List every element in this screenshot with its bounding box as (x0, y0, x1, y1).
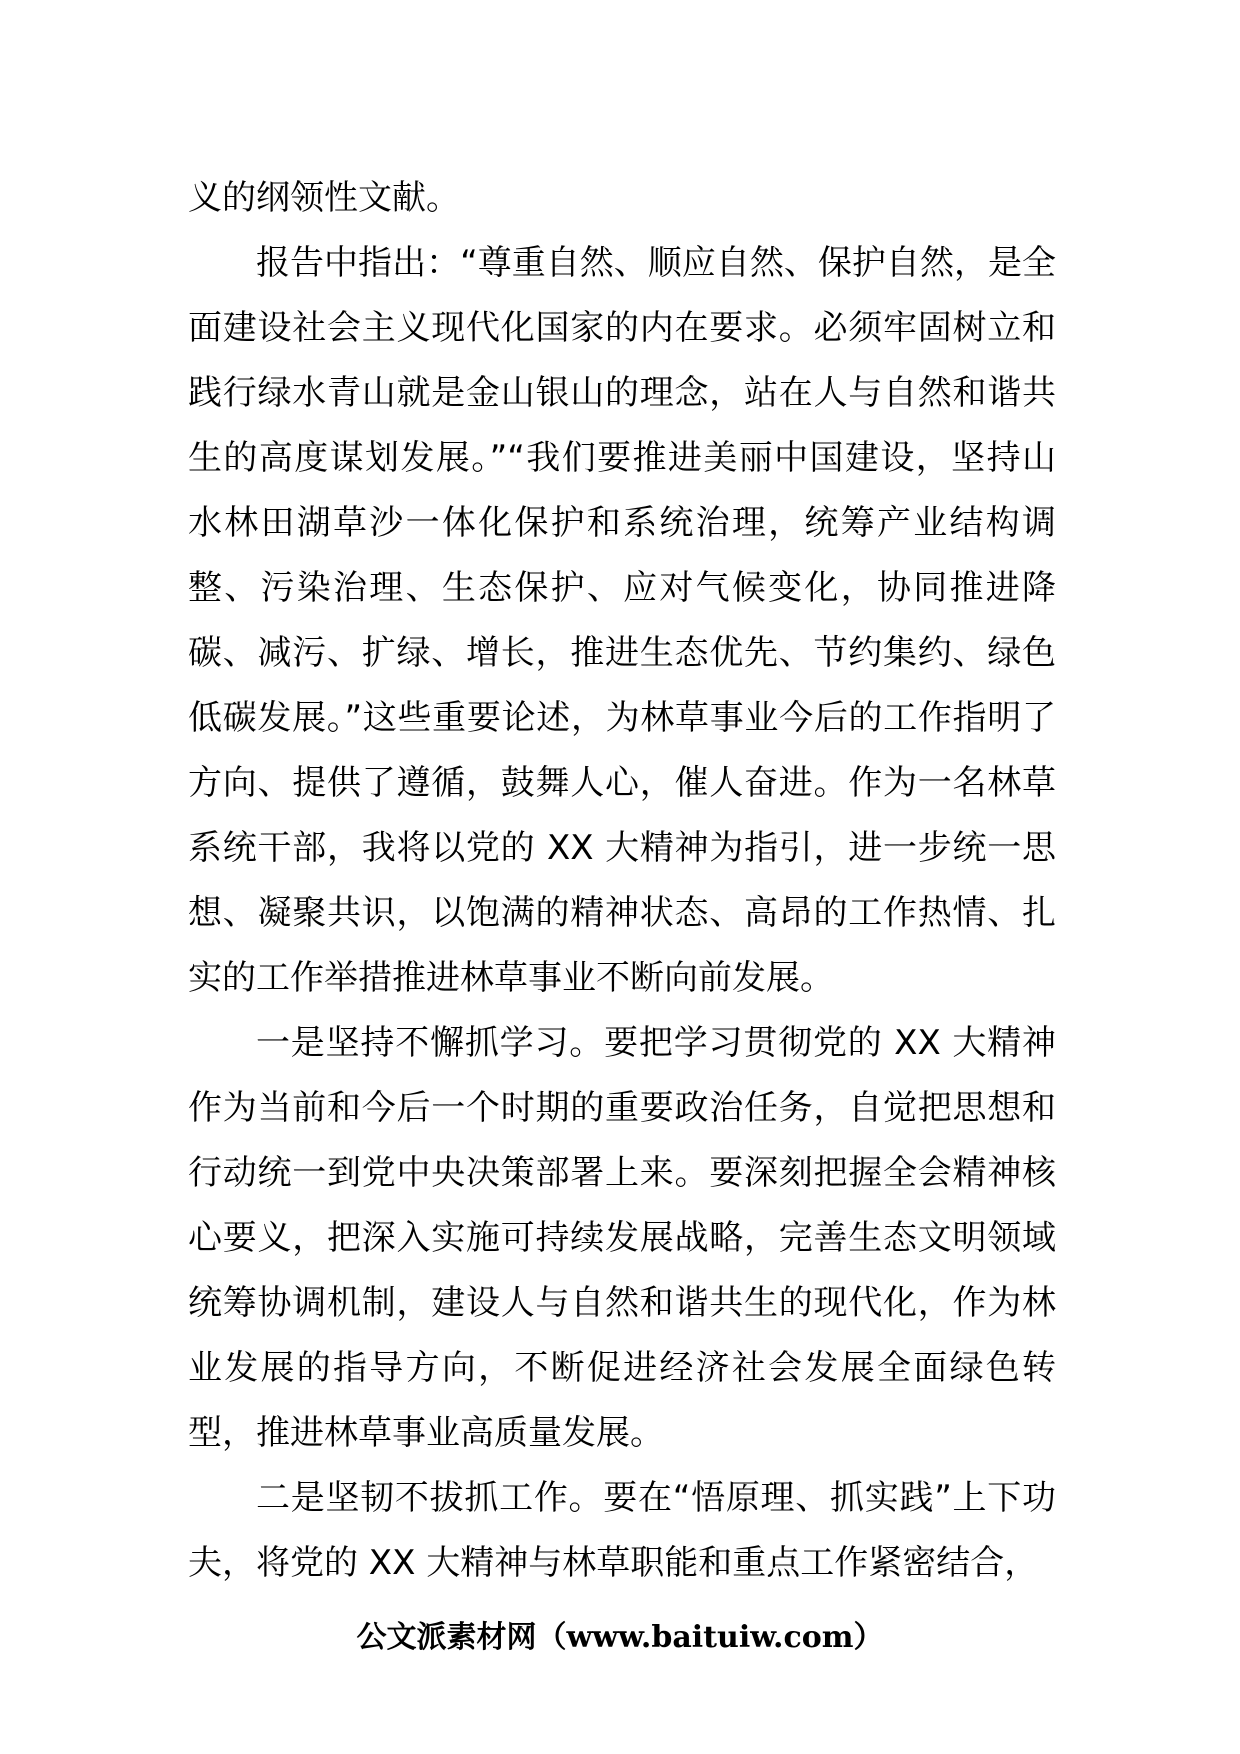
paragraph-3: 一是坚持不懈抓学习。要把学习贯彻党的 XX 大精神作为当前和今后一个时期的重要政治任务，自觉把思想和行动统一到党中央决策部署上来。要深刻把握全会精神核心要义，把深入实施可持续发展战略，完善生态文明领域统筹协调机制，建设人与自然和谐共生的现代化，作为林业发展的指导方向，不断促进经济社会发展全面绿色转型，推进林草事业高质量发展。 (188, 1023, 1056, 1453)
paragraph-1: 义的纲领性文献。 (188, 178, 460, 218)
paragraph-4: 二是坚韧不拔抓工作。要在“悟原理、抓实践”上下功夫，将党的 XX 大精神与林草职能和重点工作紧密结合， (188, 1478, 1056, 1583)
paragraph-2: 报告中指出：“尊重自然、顺应自然、保护自然，是全面建设社会主义现代化国家的内在要求。必须牢固树立和践行绿水青山就是金山银山的理念，站在人与自然和谐共生的高度谋划发展。”“我们要推进美丽中国建设，坚持山水林田湖草沙一体化保护和系统治理，统筹产业结构调整、污染治理、生态保护、应对气候变化，协同推进降碳、减污、扩绿、增长，推进生态优先、节约集约、绿色低碳发展。”这些重要论述，为林草事业今后的工作指明了方向、提供了遵循，鼓舞人心，催人奋进。作为一名林草系统干部，我将以党的 XX 大精神为指引，进一步统一思想、凝聚共识，以饱满的精神状态、高昂的工作热情、扎实的工作举措推进林草事业不断向前发展。 (188, 243, 1056, 998)
footer-source-text: 公文派素材网（www.baituiw.com） (356, 1620, 884, 1655)
document-body (188, 166, 1056, 1596)
